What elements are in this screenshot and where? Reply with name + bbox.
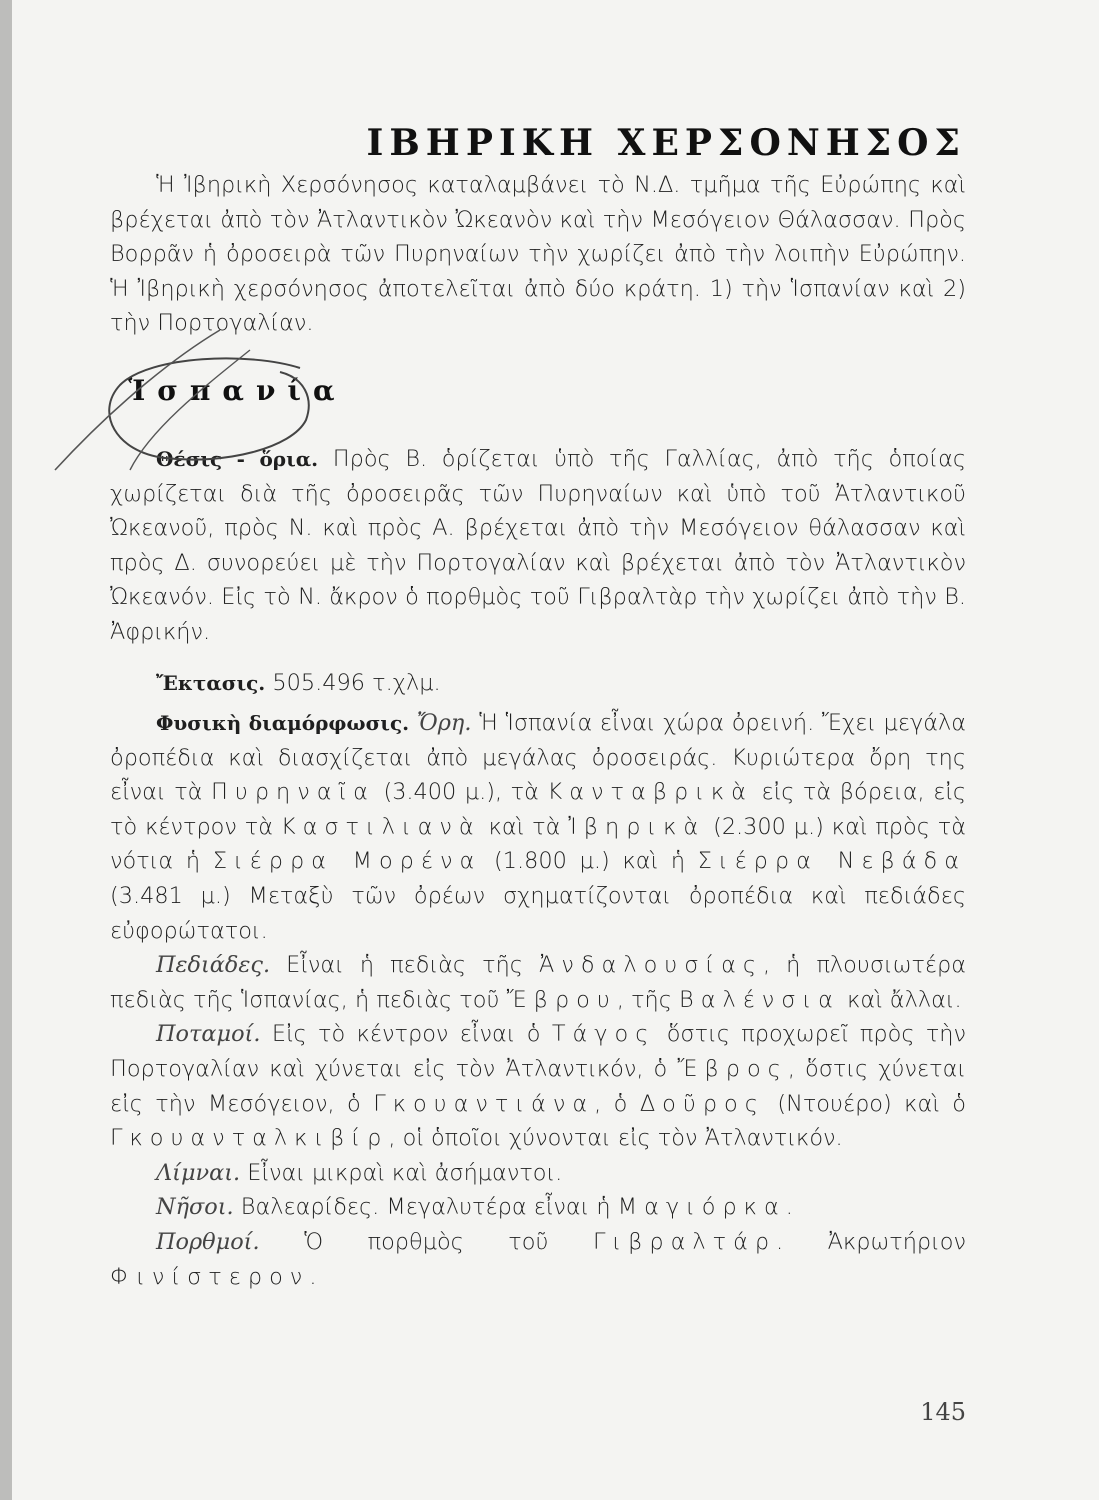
- mountain-name: Σιέρρα Νεβάδα: [697, 848, 966, 875]
- rivers-text: , ὅστις χύνεται εἰς τὴν Μεσόγειον, ὁ: [110, 1055, 966, 1117]
- plain-name: Ἀνδαλουσίας: [539, 952, 763, 979]
- mountains-text: εἰς τὰ βόρεια, εἰς τὸ κέντρον τὰ: [110, 779, 967, 840]
- area-label: Ἔκτασις.: [156, 671, 266, 695]
- river-name: Τάγος: [551, 1021, 656, 1048]
- strait-name: Γιβραλτάρ: [592, 1228, 777, 1255]
- mountain-name: Κανταβρικὰ: [547, 779, 753, 806]
- location-text: Πρὸς Β. ὁρίζεται ὑπὸ τῆς Γαλλίας, ἀπὸ τῆς ὁποίας χωρίζεται διὰ τῆς ὀροσειρᾶς τῶν Πυρηναίων καὶ ὑπὸ τοῦ Ἀτλαντικοῦ Ὠκεανοῦ, πρὸς Ν. καὶ πρὸς Α. βρέχεται ἀπὸ τὴν Μεσόγειον θάλασσαν καὶ πρὸς Δ. συνορεύει μὲ τὴν Πορτογαλίαν καὶ βρέχεται ἀπὸ τὸν Ἀτλαντικὸν Ὠκεανόν. Εἰς τὸ Ν. ἄκρον ὁ πορθμὸς τοῦ Γιβραλτὰρ τὴν χωρίζει ἀπὸ τὴν Β. Ἀφρικήν.: [110, 446, 966, 645]
- mountains-text: (3.400 μ.), τὰ: [383, 779, 539, 806]
- river-name: Δοῦρος: [639, 1090, 765, 1117]
- plain-name: Βαλένσια: [679, 986, 840, 1013]
- plains-text: , τῆς: [616, 986, 672, 1013]
- intro-paragraph: [110, 168, 966, 341]
- page-edge-shadow: [0, 0, 12, 1500]
- rivers-text: (Ντουέρο) καὶ ὁ: [777, 1090, 966, 1117]
- rivers-text: ὅστις προχωρεῖ πρὸς τὴν Πορτογαλίαν καὶ χύνεται εἰς τὸν Ἀτλαντικόν, ὁ: [110, 1021, 967, 1082]
- plains-text: Εἶναι ἡ πεδιὰς τῆς: [286, 952, 523, 979]
- straits-paragraph: [110, 1225, 966, 1294]
- plains-label: Πεδιάδες.: [156, 952, 271, 979]
- lakes-text: Εἶναι μικραὶ καὶ ἀσήμαντοι.: [247, 1159, 563, 1186]
- islands-text: Βαλεαρίδες. Μεγαλυτέρα εἶναι ἡ: [240, 1194, 611, 1221]
- plains-text: , ἡ πλουσιωτέρα πεδιὰς τῆς Ἱσπανίας, ἡ πεδιὰς τοῦ: [110, 952, 967, 1013]
- river-name: Ἔβρος: [677, 1055, 788, 1082]
- location-paragraph: [110, 442, 966, 650]
- rivers-text: , ὁ: [594, 1090, 628, 1117]
- page-number: 145: [920, 1398, 966, 1426]
- lakes-label: Λίμναι.: [156, 1159, 241, 1186]
- area-paragraph: [110, 666, 966, 701]
- section-heading-spain: Ἱσπανία: [128, 374, 347, 407]
- straits-text: Ὁ πορθμὸς τοῦ: [304, 1228, 549, 1255]
- rivers-paragraph: [110, 1017, 966, 1155]
- mountains-label: Ὄρη.: [416, 710, 472, 736]
- mountains-text: καὶ τὰ: [488, 813, 561, 840]
- straits-text: . Ἀκρωτήριον: [776, 1228, 967, 1255]
- plains-text: καὶ ἄλλαι.: [847, 986, 962, 1013]
- area-value: 505.496 τ.χλμ.: [272, 670, 441, 696]
- plain-name: Ἔβρου: [506, 986, 617, 1013]
- islands-text: .: [785, 1194, 793, 1221]
- rivers-label: Ποταμοί.: [156, 1021, 261, 1048]
- rivers-text: , οἱ ὁποῖοι χύνονται εἰς τὸν Ἀτλαντικόν.: [388, 1125, 843, 1152]
- mountains-text: (1.800 μ.) καὶ ἡ: [494, 848, 686, 875]
- island-name: Μαγιόρκα: [617, 1194, 786, 1221]
- lakes-paragraph: [110, 1156, 966, 1191]
- intro-text: Ἡ Ἰβηρικὴ Χερσόνησος καταλαμβάνει τὸ Ν.Δ. τμῆμα τῆς Εὐρώπης καὶ βρέχεται ἀπὸ τὸν Ἀτλαντικὸν Ὠκεανὸν καὶ τὴν Μεσόγειον Θάλασσαν. Πρὸς Βορρᾶν ἡ ὀροσειρὰ τῶν Πυρηναίων τὴν χωρίζει ἀπὸ τὴν λοιπὴν Εὐρώπην. Ἡ Ἰβηρικὴ χερσόνησος ἀποτελεῖται ἀπὸ δύο κράτη. 1) τὴν Ἱσπανίαν καὶ 2) τὴν Πορτογαλίαν.: [110, 172, 966, 337]
- cape-name: Φινίστερον: [110, 1263, 310, 1290]
- rivers-text: Εἰς τὸ κέντρον εἶναι ὁ: [271, 1021, 541, 1048]
- mountains-text: Ἡ Ἱσπανία εἶναι χώρα ὀρεινή. Ἔχει μεγάλα ὀροπέδια καὶ διασχίζεται ἀπὸ μεγάλας ὀροσειράς. Κυριώτερα ὄρη της εἶναι τὰ: [110, 710, 966, 806]
- mountain-name: Σιέρρα Μορένα: [212, 848, 482, 875]
- mountains-text: (3.481 μ.) Μεταξὺ τῶν ὀρέων σχηματίζονται ὀροπέδια καὶ πεδιάδες εὐφορώτατοι.: [110, 882, 966, 944]
- plains-paragraph: [110, 948, 966, 1017]
- mountain-name: Πυρηναῖα: [211, 779, 375, 806]
- body-paragraphs: [110, 706, 966, 1294]
- islands-label: Νῆσοι.: [156, 1194, 234, 1221]
- straits-label: Πορθμοί.: [156, 1228, 260, 1255]
- river-name: Γκουανταλκιβίρ: [110, 1125, 389, 1152]
- page-title: ΙΒΗΡΙΚΗ ΧΕΡΣΟΝΗΣΟΣ: [366, 122, 966, 165]
- islands-paragraph: [110, 1190, 966, 1225]
- river-name: Γκουαντιάνα: [373, 1090, 595, 1117]
- physical-paragraph: [110, 706, 966, 948]
- mountain-name: Ἰβηρικὰ: [568, 813, 706, 840]
- physical-label: Φυσικὴ διαμόρφωσις.: [156, 711, 410, 735]
- location-label: Θέσις - ὅρια.: [156, 447, 319, 471]
- straits-text: .: [309, 1263, 317, 1290]
- mountains-text: (2.300 μ.) καὶ πρὸς τὰ νότια ἡ: [110, 813, 966, 875]
- mountain-name: Καστιλιανὰ: [280, 813, 481, 840]
